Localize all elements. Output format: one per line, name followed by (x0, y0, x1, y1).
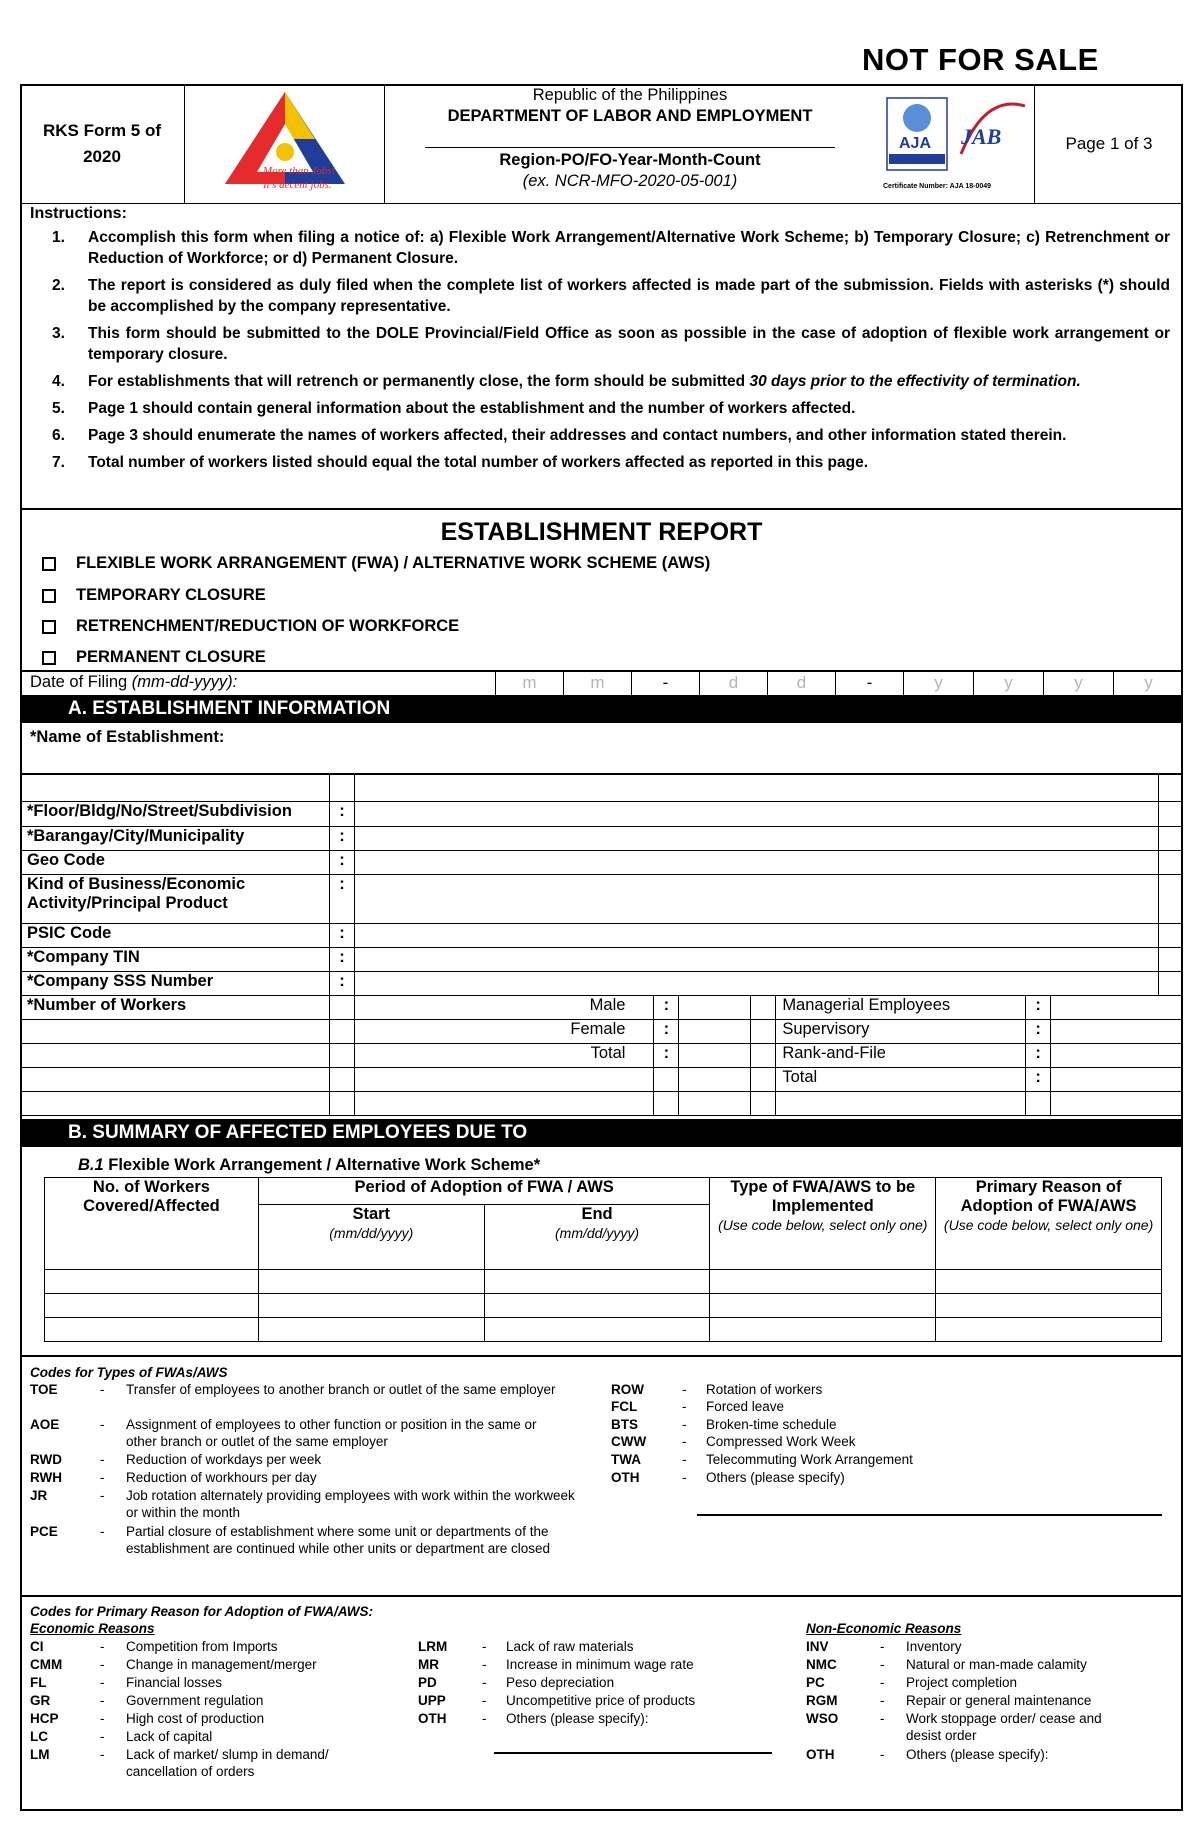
code-example: (ex. NCR-MFO-2020-05-001) (522, 172, 738, 190)
code-desc: Job rotation alternately providing employees with work within the workweek or within the month (126, 1488, 575, 1520)
workers-label: *Number of Workers (21, 996, 330, 1020)
code-desc: Inventory (906, 1639, 962, 1654)
code: LRM (418, 1639, 448, 1654)
geo-code-input[interactable] (354, 851, 1158, 875)
dash: - (100, 1452, 105, 1467)
code-desc: Repair or general maintenance (906, 1693, 1092, 1708)
code-desc: Reduction of workdays per week (126, 1452, 322, 1467)
accreditation-badges (875, 84, 1035, 203)
noneconomic-reasons-title: Non-Economic Reasons (806, 1621, 962, 1636)
code: GR (30, 1693, 51, 1708)
code: TWA (611, 1452, 641, 1467)
code-desc: Partial closure of establishment where some unit or departments of the establishment are continued while other units or department are closed (126, 1524, 550, 1556)
code-desc: Telecommuting Work Arrangement (706, 1452, 913, 1467)
instruction-item: 3. This form should be submitted to the DOLE Provincial/Field Office as soon as possible in the case of adoption of flexible work arrangement or temporary closure. (52, 325, 1170, 363)
dash: - (100, 1711, 105, 1726)
field-label: Kind of Business/Economic Activity/Principal Product (21, 875, 330, 924)
page-number: Page 1 of 3 (1065, 133, 1153, 153)
code: BTS (611, 1417, 638, 1432)
code-desc: Competition from Imports (126, 1639, 278, 1654)
table-row (45, 1294, 1162, 1318)
section-b1-title: B.1 Flexible Work Arrangement / Alternative Work Scheme* (78, 1156, 541, 1174)
logo-tagline-1: More than Jobs! (263, 165, 336, 177)
code: FL (30, 1675, 47, 1690)
checkbox[interactable] (42, 620, 56, 634)
header-divider (20, 203, 1183, 204)
code: CWW (611, 1434, 647, 1449)
dash: - (100, 1417, 105, 1432)
code: JR (30, 1488, 48, 1503)
code: LM (30, 1747, 50, 1762)
dash: - (880, 1747, 885, 1762)
logo-tagline-2: It's decent jobs. (263, 179, 332, 191)
dole-logo-icon (185, 84, 385, 203)
dash: - (482, 1639, 487, 1654)
category-label: Rank-and-File (776, 1044, 1026, 1068)
code-desc: Others (please specify): (506, 1711, 649, 1726)
field-label: *Company SSS Number (21, 972, 330, 996)
field-label: *Barangay/City/Municipality (21, 827, 330, 851)
gender-label: Total (354, 1044, 654, 1068)
code: PC (806, 1675, 825, 1690)
col-period-header: Period of Adoption of FWA / AWS (258, 1178, 710, 1205)
code: CMM (30, 1657, 63, 1672)
dole-logo (185, 84, 385, 203)
date-input-y1[interactable]: y (903, 671, 973, 695)
code-desc: Change in management/merger (126, 1657, 317, 1672)
dash: - (682, 1452, 687, 1467)
form-number-line2: 2020 (83, 146, 121, 166)
category-label: Managerial Employees (776, 996, 1026, 1020)
fwa-table (44, 1177, 1162, 1342)
accreditation-icon (875, 84, 1035, 203)
report-title: ESTABLISHMENT REPORT (440, 518, 763, 546)
gender-total-input[interactable] (679, 1044, 751, 1068)
dash: - (482, 1711, 487, 1726)
address-input[interactable] (354, 802, 1158, 827)
supervisory-input[interactable] (1051, 1020, 1183, 1044)
date-input-d1[interactable]: d (699, 671, 767, 695)
male-input[interactable] (679, 996, 751, 1020)
code-desc: Rotation of workers (706, 1382, 823, 1397)
date-input-y3[interactable]: y (1043, 671, 1113, 695)
code: WSO (806, 1711, 839, 1726)
date-input-m1[interactable]: m (495, 671, 563, 695)
date-input-m2[interactable]: m (563, 671, 631, 695)
dash: - (100, 1470, 105, 1485)
code-desc: Project completion (906, 1675, 1018, 1690)
dash: - (100, 1729, 105, 1744)
code: HCP (30, 1711, 59, 1726)
header-title-block (385, 84, 875, 203)
barangay-input[interactable] (354, 827, 1158, 851)
economic-reasons-title: Economic Reasons (30, 1621, 155, 1636)
checkbox[interactable] (42, 651, 56, 665)
date-separator: - (835, 671, 903, 695)
not-for-sale-label: NOT FOR SALE (862, 42, 1099, 77)
code-desc: Lack of raw materials (506, 1639, 634, 1654)
field-label: Geo Code (21, 851, 330, 875)
divider (20, 508, 1183, 510)
dash: - (100, 1524, 105, 1539)
code-desc: Forced leave (706, 1399, 785, 1414)
codes-reasons-title: Codes for Primary Reason for Adoption of FWA/AWS: (30, 1604, 374, 1619)
code-desc: Others (please specify): (906, 1747, 1049, 1762)
female-input[interactable] (679, 1020, 751, 1044)
category-total-input[interactable] (1051, 1068, 1183, 1092)
col-type-header: Type of FWA/AWS to be Implemented (Use code below, select only one) (710, 1178, 936, 1270)
dash: - (100, 1675, 105, 1690)
code-desc: Financial losses (126, 1675, 223, 1690)
dash: - (682, 1382, 687, 1397)
code-desc: Lack of capital (126, 1729, 213, 1744)
divider (20, 1355, 1183, 1357)
blank-colon (329, 775, 354, 802)
dash: - (880, 1675, 885, 1690)
instruction-item: 4. For establishments that will retrench or permanently close, the form should be submitted 30 days prior to the effectivity of termination. (52, 373, 1081, 390)
dash: - (100, 1488, 105, 1503)
category-label: Total (776, 1068, 1026, 1092)
dash: - (482, 1693, 487, 1708)
form-number-line1: RKS Form 5 of (42, 121, 162, 140)
date-input-y2[interactable]: y (973, 671, 1043, 695)
code-desc: Assignment of employees to other function or position in the same or other branch or outlet of the same employer (126, 1417, 537, 1449)
workers-table: *Number of Workers Male : Managerial Employees : Female : Supervisory : Total : Rank-and-File : Total : (20, 995, 1183, 1116)
code-desc: Work stoppage order/ cease and desist order (906, 1711, 1102, 1743)
code-desc: Others (please specify) (706, 1470, 845, 1485)
code: PCE (30, 1524, 58, 1539)
code: ROW (611, 1382, 644, 1397)
instruction-item: 5. Page 1 should contain general information about the establishment and the number of workers affected. (52, 400, 856, 417)
code-desc: Government regulation (126, 1693, 264, 1708)
code-desc: High cost of production (126, 1711, 265, 1726)
instruction-item: 6. Page 3 should enumerate the names of workers affected, their addresses and contact numbers, and other information stated therein. (52, 427, 1067, 444)
code-desc: Increase in minimum wage rate (506, 1657, 694, 1672)
code-desc: Broken-time schedule (706, 1417, 837, 1432)
code-desc: Lack of market/ slump in demand/ cancellation of orders (126, 1747, 329, 1779)
dash: - (100, 1382, 105, 1397)
date-input-d2[interactable]: d (767, 671, 835, 695)
date-input-y4[interactable]: y (1113, 671, 1183, 695)
dash: - (100, 1747, 105, 1762)
field-label: *Company TIN (21, 948, 330, 972)
code: FCL (611, 1399, 638, 1414)
code: INV (806, 1639, 829, 1654)
dash: - (880, 1711, 885, 1726)
divider (20, 1595, 1183, 1597)
dash: - (682, 1399, 687, 1414)
code: RWH (30, 1470, 62, 1485)
dash: - (880, 1639, 885, 1654)
code: UPP (418, 1693, 446, 1708)
code-desc: Natural or man-made calamity (906, 1657, 1087, 1672)
gender-label: Male (354, 996, 654, 1020)
code: AOE (30, 1417, 60, 1432)
code-desc: Uncompetitive price of products (506, 1693, 696, 1708)
date-of-filing-label: Date of Filing (mm-dd-yyyy): (30, 673, 238, 691)
date-separator: - (631, 671, 699, 695)
code: MR (418, 1657, 439, 1672)
field-label: PSIC Code (21, 924, 330, 948)
dash: - (482, 1657, 487, 1672)
option-temporary-closure[interactable]: TEMPORARY CLOSURE (42, 586, 266, 605)
code: PD (418, 1675, 437, 1690)
code: RGM (806, 1693, 838, 1708)
dash: - (880, 1657, 885, 1672)
dash: - (100, 1657, 105, 1672)
section-a-header: A. ESTABLISHMENT INFORMATION (20, 695, 1183, 723)
dash: - (482, 1675, 487, 1690)
option-retrenchment[interactable]: RETRENCHMENT/REDUCTION OF WORKFORCE (42, 617, 459, 636)
col-end-header: End (mm/dd/yyyy) (484, 1205, 710, 1270)
blank-label (21, 775, 330, 802)
dash: - (100, 1693, 105, 1708)
dash: - (682, 1470, 687, 1485)
name-input[interactable] (354, 775, 1158, 802)
col-reason-header: Primary Reason of Adoption of FWA/AWS (Use code below, select only one) (936, 1178, 1162, 1270)
rank-file-input[interactable] (1051, 1044, 1183, 1068)
code-line (425, 147, 835, 148)
code: OTH (806, 1747, 835, 1762)
psic-input[interactable] (354, 924, 1158, 948)
others-specify-line (494, 1752, 772, 1754)
managerial-input[interactable] (1051, 996, 1183, 1020)
establishment-info-table: *Floor/Bldg/No/Street/Subdivision : *Barangay/City/Municipality : Geo Code : Kind of Business/Economic Activity/Principal Product : PSIC Code : *Company TIN : *Company SSS Number : (20, 774, 1183, 996)
form-header (20, 84, 1183, 203)
gender-label: Female (354, 1020, 654, 1044)
table-row (45, 1270, 1162, 1294)
instructions (30, 205, 1170, 479)
badge-jab: JAB (961, 124, 1002, 149)
code: NMC (806, 1657, 837, 1672)
code-desc: Compressed Work Week (706, 1434, 856, 1449)
field-label: *Floor/Bldg/No/Street/Subdivision (21, 802, 330, 827)
instruction-item: 1. Accomplish this form when filing a notice of: a) Flexible Work Arrangement/Alternative Work Scheme; b) Temporary Closure; c) Retrenchment or Reduction of Workforce; or d) Permanent Closure. (52, 229, 1170, 267)
dash: - (880, 1693, 885, 1708)
business-input[interactable] (354, 875, 1158, 924)
option-permanent-closure[interactable]: PERMANENT CLOSURE (42, 648, 266, 667)
col-start-header: Start (mm/dd/yyyy) (258, 1205, 484, 1270)
cert-number: Certificate Number: AJA 18-0049 (883, 183, 992, 190)
checkbox[interactable] (42, 557, 56, 571)
dash: - (682, 1434, 687, 1449)
instruction-item: 2. The report is considered as duly filed when the complete list of workers affected is made part of the submission. Fields with asterisks (*) should be accomplished by the company representative. (52, 277, 1170, 315)
section-b-header: B. SUMMARY OF AFFECTED EMPLOYEES DUE TO (20, 1119, 1183, 1147)
codes-types-title: Codes for Types of FWAs/AWS (30, 1365, 228, 1380)
code-desc: Reduction of workhours per day (126, 1470, 317, 1485)
republic-label: Republic of the Philippines (532, 86, 728, 104)
table-row (45, 1318, 1162, 1342)
col-workers-header: No. of Workers Covered/Affected (45, 1178, 259, 1270)
department-title: DEPARTMENT OF LABOR AND EMPLOYMENT (447, 107, 813, 125)
code: OTH (611, 1470, 640, 1485)
checkbox[interactable] (42, 589, 56, 603)
code: RWD (30, 1452, 62, 1467)
form-number (20, 84, 185, 203)
dash: - (100, 1639, 105, 1654)
code: OTH (418, 1711, 447, 1726)
code-desc: Transfer of employees to another branch or outlet of the same employer (126, 1382, 556, 1397)
sss-input[interactable] (354, 972, 1158, 996)
option-fwa[interactable]: FLEXIBLE WORK ARRANGEMENT (FWA) / ALTERNATIVE WORK SCHEME (AWS) (42, 554, 710, 573)
others-specify-line (697, 1514, 1162, 1516)
code: CI (30, 1639, 44, 1654)
code-desc: Peso depreciation (506, 1675, 615, 1690)
category-label: Supervisory (776, 1020, 1026, 1044)
code: LC (30, 1729, 48, 1744)
code: TOE (30, 1382, 58, 1397)
establishment-name-label: *Name of Establishment: (30, 728, 225, 746)
badge-aja: AJA (899, 135, 932, 152)
tin-input[interactable] (354, 948, 1158, 972)
instructions-title: Instructions: (30, 205, 127, 222)
instruction-item: 7. Total number of workers listed should equal the total number of workers affected as reported in this page. (52, 454, 869, 471)
dash: - (682, 1417, 687, 1432)
code-format: Region-PO/FO-Year-Month-Count (499, 151, 761, 169)
